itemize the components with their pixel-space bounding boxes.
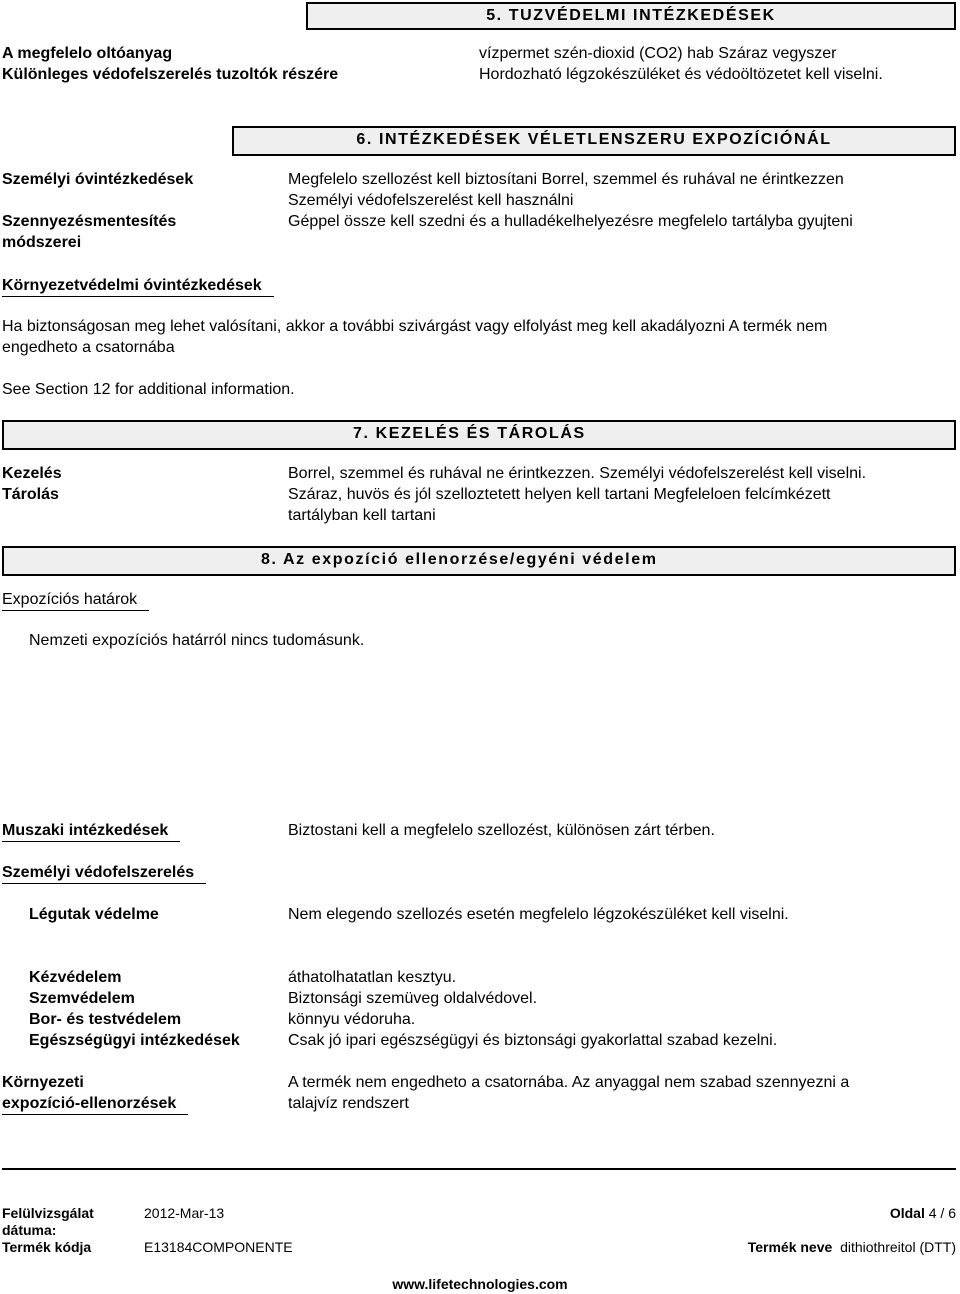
section-5-header (306, 2, 956, 30)
s8-limits-text: Nemzeti expozíciós határról nincs tudomásunk. (29, 632, 365, 649)
section-8-header (2, 546, 956, 576)
s8-ppe-values (288, 967, 777, 1051)
s6-label-cleanup (2, 211, 176, 253)
footer-code-value: E13184COMPONENTE (144, 1239, 293, 1255)
section-5-title: 5. TUZVÉDELMI INTÉZKEDÉSEK (486, 7, 776, 24)
s8-envexp-value-line1: A termék nem engedheto a csatornába. Az anyaggal nem szabad szennyezni a (288, 1074, 850, 1091)
s6-line1: Megfelelo szellozést kell biztosítani Borrel, szemmel és ruhával ne érintkezzen (288, 171, 844, 188)
footer-name-label: Termék neve (747, 1239, 833, 1255)
section-7-title: 7. KEZELÉS ÉS TÁROLÁS (353, 425, 586, 442)
s7-line1: Borrel, szemmel és ruhával ne érintkezzen. Személyi védofelszerelést kell viselni. (288, 465, 867, 482)
s7-labels (2, 463, 62, 505)
s8-eye-label: Szemvédelem (29, 990, 135, 1007)
s8-eye-value: Biztonsági szemüveg oldalvédovel. (288, 990, 538, 1007)
s6-label-cleanup-line1: Szennyezésmentesítés (2, 213, 177, 230)
s7-text-block (288, 463, 866, 526)
s8-ppe-heading (2, 862, 206, 884)
s5-label-extinguishing: A megfelelo oltóanyag (2, 45, 173, 62)
footer-page-value: 4 / 6 (928, 1205, 956, 1221)
section-6-header (232, 126, 956, 156)
s6-label-cleanup-line2: módszerei (2, 234, 82, 251)
footer-website[interactable]: www.lifetechnologies.com (392, 1276, 568, 1292)
footer-revision-label-line1: Felülvizsgálat (2, 1205, 94, 1221)
s8-skin-value: könnyu védoruha. (288, 1011, 416, 1028)
s8-ppe-heading-text: Személyi védofelszerelés (2, 862, 206, 884)
s6-text-block (288, 169, 853, 232)
s8-hygiene-value: Csak jó ipari egészségügyi és biztonsági gyakorlattal szabad kezelni. (288, 1032, 778, 1049)
s8-envexp-value (288, 1072, 849, 1114)
s8-envexp-value-line2: talajvíz rendszert (288, 1095, 409, 1112)
s5-value-extinguishing: vízpermet szén-dioxid (CO2) hab Száraz vegyszer (479, 45, 837, 62)
section-7-header (2, 420, 956, 450)
s8-hand-value: áthatolhatatlan kesztyu. (288, 969, 457, 986)
s8-eng-value: Biztostani kell a megfelelo szellozést, különösen zárt térben. (288, 822, 715, 839)
footer-divider (2, 1168, 956, 1170)
s6-label-personal: Személyi óvintézkedések (2, 171, 194, 188)
s7-line2: Száraz, huvös és jól szelloztetett helyen kell tartani Megfeleloen felcímkézett (288, 486, 831, 503)
s8-resp-value: Nem elegendo szellozés esetén megfelelo légzokészüléket kell viselni. (288, 906, 789, 923)
s8-envexp-label-line1: Környezeti (2, 1074, 84, 1091)
s6-env-heading (2, 275, 274, 297)
footer-revision-value: 2012-Mar-13 (144, 1205, 225, 1221)
s8-envexp-label (2, 1072, 188, 1115)
s8-hygiene-label: Egészségügyi intézkedések (29, 1032, 240, 1049)
s6-env-text (2, 316, 827, 358)
footer-code-label: Termék kódja (2, 1239, 92, 1255)
s6-see-section: See Section 12 for additional information. (2, 381, 295, 398)
footer-page-label: Oldal (889, 1205, 925, 1221)
s8-ppe-labels (29, 967, 240, 1051)
section-6-title: 6. INTÉZKEDÉSEK VÉLETLENSZERU EXPOZÍCIÓNÁL (356, 131, 832, 148)
s6-line3: Géppel össze kell szedni és a hulladékelhelyezésre megfelelo tartályba gyujteni (288, 213, 853, 230)
s5-value-firefighter-ppe: Hordozható légzokészüléket és védoöltözetet kell viselni. (479, 66, 883, 83)
s8-limits-heading-text: Expozíciós határok (2, 589, 149, 611)
footer-name-value: dithiothreitol (DTT) (840, 1239, 956, 1255)
footer-revision-label (2, 1205, 94, 1239)
s6-env-heading-text: Környezetvédelmi óvintézkedések (2, 275, 274, 297)
s5-label-firefighter-ppe: Különleges védofelszerelés tuzoltók részére (2, 66, 339, 83)
s6-env-line2: engedheto a csatornába (2, 339, 175, 356)
s7-line3: tartályban kell tartani (288, 507, 436, 524)
s8-resp-label: Légutak védelme (29, 906, 159, 923)
footer-product-name (748, 1239, 956, 1255)
section-8-title: 8. Az expozíció ellenorzése/egyéni védelem (261, 551, 658, 568)
footer-page (890, 1205, 956, 1221)
s6-env-line1: Ha biztonságosan meg lehet valósítani, akkor a további szivárgást vagy elfolyást meg kell akadályozni A termék nem (2, 318, 828, 335)
s8-hand-label: Kézvédelem (29, 969, 122, 986)
s8-eng-label (2, 820, 180, 842)
s8-envexp-label-line2: expozíció-ellenorzések (2, 1093, 188, 1115)
s8-eng-label-text: Muszaki intézkedések (2, 820, 180, 842)
s8-skin-label: Bor- és testvédelem (29, 1011, 182, 1028)
s6-line2: Személyi védofelszerelést kell használni (288, 192, 574, 209)
s7-label-storage: Tárolás (2, 486, 59, 503)
s8-limits-heading (2, 589, 149, 611)
s7-label-handling: Kezelés (2, 465, 62, 482)
footer-revision-label-line2: dátuma: (2, 1222, 57, 1238)
